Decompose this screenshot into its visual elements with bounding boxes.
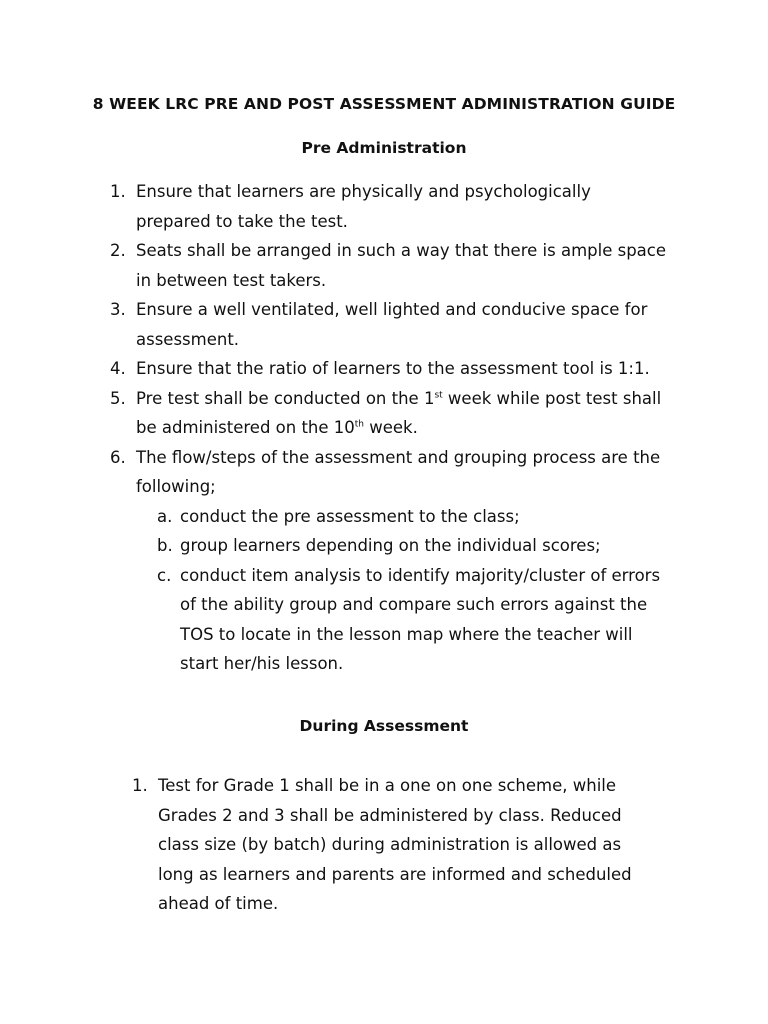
list-item [110,354,670,384]
during-assessment-list [132,771,652,919]
sublist-item [157,531,670,561]
text-segment: week. [364,418,418,437]
ordinal-suffix: th [354,419,365,430]
list-item [110,177,670,236]
list-item [110,236,670,295]
list-item [110,295,670,354]
list-marker: 6. [110,447,126,467]
section-heading-pre-administration: Pre Administration [301,139,467,157]
list-item [132,771,652,919]
list-item [110,384,670,443]
list-item-text: Seats shall be arranged in such a way that there is ample space in between test takers. [136,241,666,290]
list-marker: 4. [110,359,126,378]
list-item [110,443,670,679]
sublist-item [157,502,670,532]
text-segment: Pre test shall be conducted on the 1 [136,388,435,408]
list-marker: 3. [110,300,126,319]
list-marker: 1. [110,182,126,201]
list-item-text: Ensure a well ventilated, well lighted and conducive space for assessment. [136,300,648,349]
list-item-text [136,389,661,438]
text-segment: week while post test shall be administered on the 10 [136,388,662,437]
sublist-item-text: conduct item analysis to identify majority/cluster of errors of the ability group and compare such errors against the TOS to locate in the lesson map where the teacher will start her/his lesson. [180,565,661,673]
list-marker: 5. [110,388,126,408]
list-marker: 2. [110,241,126,260]
ordinal-suffix: st [434,390,443,400]
flow-steps-sublist [157,502,670,679]
list-marker: 1. [132,776,148,795]
sublist-item-text: group learners depending on the individual scores; [180,536,601,555]
sublist-marker: a. [157,506,173,526]
sublist-item-text: conduct the pre assessment to the class; [180,506,520,526]
sublist-marker: c. [157,565,172,585]
section-heading-during-assessment: During Assessment [299,717,469,735]
sublist-item [157,561,670,679]
list-item-text: Ensure that learners are physically and psychologically prepared to take the test. [136,182,591,231]
document-title: 8 WEEK LRC PRE AND POST ASSESSMENT ADMINISTRATION GUIDE [92,95,676,113]
list-item-text: Ensure that the ratio of learners to the assessment tool is 1:1. [136,359,650,378]
sublist-marker: b. [157,536,173,555]
list-item-text: The flow/steps of the assessment and grouping process are the following; [136,447,661,496]
pre-administration-list [110,177,670,679]
list-item-text: Test for Grade 1 shall be in a one on one scheme, while Grades 2 and 3 shall be administered by class. Reduced class size (by batch) during administration is allowed as long as learners and parents are informed and scheduled ahead of time. [158,776,632,913]
